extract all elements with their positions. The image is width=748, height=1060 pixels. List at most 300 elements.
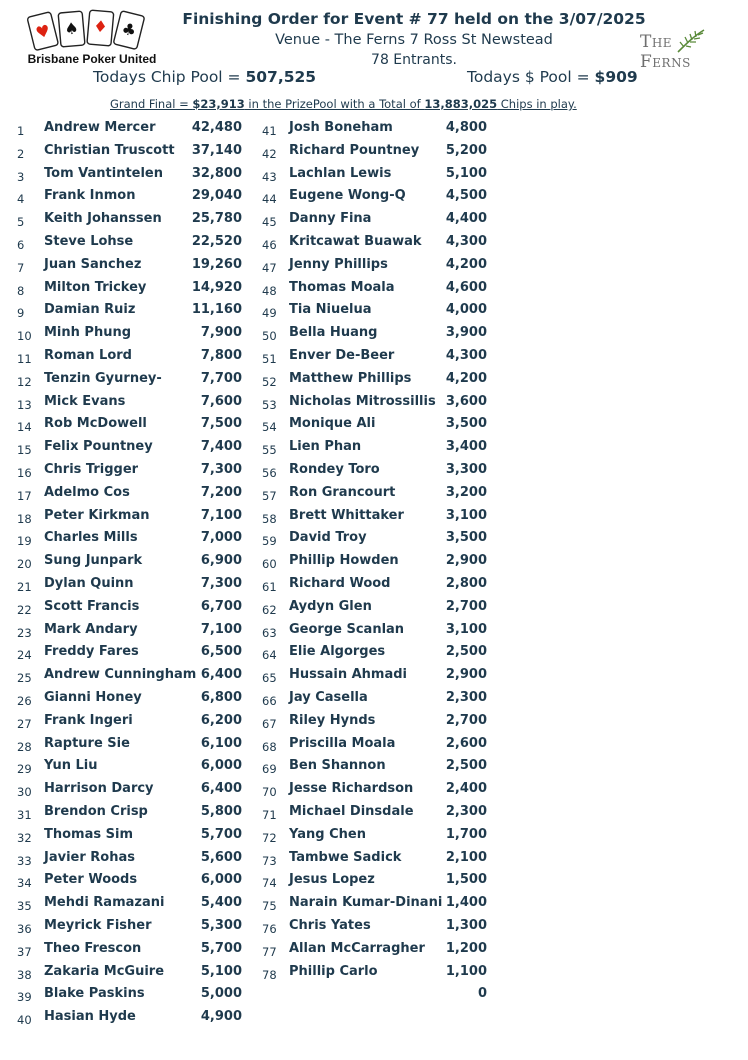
player-name: Michael Dinsdale — [289, 804, 414, 819]
chip-count: 3,100 — [445, 621, 487, 637]
player-name: Phillip Carlo — [289, 963, 378, 979]
player-name: Yun Liu — [44, 758, 98, 774]
finish-position: 25 — [17, 671, 32, 686]
chip-count: 6,100 — [200, 735, 242, 751]
result-row — [262, 986, 497, 1006]
player-name: Meyrick Fisher — [44, 918, 152, 933]
chip-count: 7,900 — [200, 325, 242, 341]
finish-position: 72 — [262, 830, 277, 845]
finish-position: 40 — [17, 1013, 32, 1028]
chip-count: 6,900 — [200, 553, 242, 569]
player-name: Dylan Quinn — [44, 576, 134, 591]
player-name: Adelmo Cos — [44, 484, 130, 500]
player-name: Peter Woods — [44, 872, 138, 888]
finish-position: 2 — [17, 146, 25, 161]
finish-position: 44 — [262, 192, 277, 207]
result-row — [262, 941, 497, 961]
player-name: Mark Andary — [44, 621, 138, 637]
chip-pool-value: 507,525 — [245, 68, 317, 86]
result-row — [262, 280, 497, 300]
chip-count: 6,200 — [200, 712, 242, 728]
chip-count: 3,600 — [445, 393, 487, 409]
result-row — [262, 713, 497, 733]
player-name: Mick Evans — [44, 393, 126, 409]
chip-pool-label: Todays Chip Pool = — [93, 68, 246, 86]
result-row — [17, 234, 252, 254]
player-name: Theo Frescon — [44, 940, 142, 956]
finish-position: 29 — [17, 762, 32, 777]
result-row — [17, 804, 252, 824]
result-row — [262, 302, 497, 322]
player-name: Rapture Sie — [44, 735, 130, 751]
chip-count: 6,000 — [200, 872, 242, 888]
result-row — [17, 280, 252, 300]
player-name: Charles Mills — [44, 530, 138, 546]
finish-position: 54 — [262, 420, 277, 435]
result-row — [262, 166, 497, 186]
chip-count: 1,700 — [445, 826, 487, 842]
chip-count: 2,700 — [445, 712, 487, 728]
chip-count: 7,000 — [200, 530, 242, 546]
grand-final-middle: in the PrizePool with a Total of — [244, 97, 425, 111]
result-row — [262, 599, 497, 619]
finish-position: 52 — [262, 374, 277, 389]
chip-count: 5,200 — [445, 142, 487, 158]
finish-position: 11 — [17, 352, 32, 366]
result-row — [17, 1009, 252, 1029]
player-name: Yang Chen — [289, 826, 366, 842]
logo-caption: Brisbane Poker United — [27, 52, 157, 66]
result-row — [262, 371, 497, 391]
chip-count: 2,300 — [445, 690, 487, 705]
result-row — [17, 257, 252, 277]
player-name: Richard Wood — [289, 576, 391, 591]
finish-position: 30 — [17, 785, 32, 800]
finish-position: 67 — [262, 716, 277, 731]
chip-count: 22,520 — [191, 234, 242, 249]
result-row — [17, 439, 252, 459]
chip-count: 2,300 — [445, 804, 487, 819]
chip-count: 5,400 — [200, 895, 242, 911]
player-name: Monique Ali — [289, 416, 376, 432]
finish-position: 48 — [262, 283, 277, 298]
result-row — [17, 667, 252, 687]
chip-count: 1,200 — [445, 940, 487, 956]
finish-position: 34 — [17, 876, 32, 891]
player-name: Rob McDowell — [44, 416, 147, 432]
player-name: Keith Johanssen — [44, 211, 162, 227]
player-name: Juan Sanchez — [44, 256, 142, 272]
player-name: Richard Pountney — [289, 142, 420, 158]
result-row — [262, 485, 497, 505]
player-name: Chris Trigger — [44, 462, 139, 477]
finish-position: 61 — [262, 580, 277, 594]
finish-position: 5 — [17, 215, 25, 230]
finish-position: 36 — [17, 922, 32, 936]
chip-count: 14,920 — [191, 279, 242, 295]
result-row — [262, 188, 497, 208]
result-row — [17, 599, 252, 619]
finish-position: 32 — [17, 830, 32, 845]
result-row — [17, 371, 252, 391]
chip-count: 4,500 — [445, 188, 487, 204]
player-name: Freddy Fares — [44, 644, 139, 660]
finish-position: 74 — [262, 876, 277, 891]
chip-count: 5,300 — [200, 918, 242, 933]
result-row — [17, 690, 252, 710]
result-row — [262, 120, 497, 140]
finish-position: 64 — [262, 648, 277, 663]
result-row — [262, 850, 497, 870]
player-name: Harrison Darcy — [44, 781, 154, 797]
player-name: Lachlan Lewis — [289, 165, 392, 181]
chip-count: 1,400 — [445, 895, 487, 911]
result-row — [262, 211, 497, 231]
result-row — [17, 644, 252, 664]
finish-position: 12 — [17, 374, 32, 389]
finish-position: 59 — [262, 534, 277, 549]
chip-count: 7,700 — [200, 370, 242, 386]
finish-position: 8 — [17, 283, 25, 298]
finish-position: 71 — [262, 808, 277, 822]
chip-count: 4,300 — [445, 234, 487, 249]
chip-count: 5,800 — [200, 804, 242, 819]
chip-count: 6,500 — [200, 644, 242, 660]
finish-position: 63 — [262, 625, 277, 640]
player-name: Brett Whittaker — [289, 507, 404, 523]
finish-position: 35 — [17, 899, 32, 914]
result-row — [17, 941, 252, 961]
finish-position: 49 — [262, 306, 277, 321]
player-name: Tambwe Sadick — [289, 849, 402, 865]
chip-count: 4,400 — [445, 211, 487, 227]
player-name: Blake Paskins — [44, 986, 145, 1002]
finish-position: 39 — [17, 990, 32, 1005]
player-name: Rondey Toro — [289, 462, 380, 477]
player-name: Gianni Honey — [44, 690, 142, 705]
finish-position: 62 — [262, 602, 277, 617]
finish-position: 26 — [17, 694, 32, 708]
chip-count: 37,140 — [191, 142, 242, 158]
result-row — [17, 850, 252, 870]
result-row — [17, 120, 252, 140]
player-name: Mehdi Ramazani — [44, 895, 165, 911]
chip-count: 6,400 — [200, 781, 242, 797]
chip-count: 2,400 — [445, 781, 487, 797]
finish-position: 20 — [17, 557, 32, 572]
finish-position: 15 — [17, 443, 32, 458]
dollar-pool-value: $909 — [594, 68, 638, 86]
finish-position: 28 — [17, 739, 32, 754]
result-row — [17, 302, 252, 322]
chip-count: 7,300 — [200, 576, 242, 591]
finish-position: 1 — [17, 124, 25, 138]
chip-count: 3,100 — [445, 507, 487, 523]
chip-count: 3,400 — [445, 439, 487, 455]
player-name: Jay Casella — [289, 690, 368, 705]
finish-position: 75 — [262, 899, 277, 914]
page-title: Finishing Order for Event # 77 held on the 3/07/2025 — [182, 10, 646, 28]
chip-count: 2,500 — [445, 644, 487, 660]
finish-position: 70 — [262, 785, 277, 800]
player-name: Ben Shannon — [289, 758, 386, 774]
player-name: Christian Truscott — [44, 142, 175, 158]
finish-position: 55 — [262, 443, 277, 458]
svg-text:♦: ♦ — [92, 16, 109, 37]
grand-final-suffix: Chips in play. — [497, 97, 577, 111]
result-row — [262, 508, 497, 528]
finish-position: 3 — [17, 169, 25, 184]
result-row — [17, 736, 252, 756]
finish-position: 45 — [262, 215, 277, 230]
ferns-logo-text: THEFERNS — [640, 32, 691, 72]
finish-position: 46 — [262, 238, 277, 252]
result-row — [262, 576, 497, 596]
finish-position: 41 — [262, 124, 277, 138]
player-name: Danny Fina — [289, 211, 372, 227]
player-name: Priscilla Moala — [289, 735, 396, 751]
finish-position: 47 — [262, 260, 277, 275]
chip-count: 7,400 — [200, 439, 242, 455]
chip-count: 2,800 — [445, 576, 487, 591]
result-row — [262, 758, 497, 778]
player-name: Jesus Lopez — [289, 872, 375, 888]
finish-position: 21 — [17, 580, 32, 594]
finish-position: 16 — [17, 466, 32, 480]
result-row — [17, 986, 252, 1006]
finish-position: 68 — [262, 739, 277, 754]
result-row — [17, 553, 252, 573]
player-name: Minh Phung — [44, 325, 132, 341]
player-name: Aydyn Glen — [289, 598, 372, 614]
finish-position: 57 — [262, 488, 277, 503]
player-name: Bella Huang — [289, 325, 378, 341]
finish-position: 37 — [17, 944, 32, 959]
result-row — [262, 872, 497, 892]
result-row — [17, 325, 252, 345]
player-name: Hussain Ahmadi — [289, 667, 408, 683]
result-row — [17, 895, 252, 915]
result-row — [262, 804, 497, 824]
chip-count: 7,500 — [200, 416, 242, 432]
grand-final-prizepool: $23,913 — [192, 97, 245, 111]
result-row — [262, 394, 497, 414]
result-row — [262, 553, 497, 573]
chip-count: 5,100 — [445, 165, 487, 181]
chip-count: 42,480 — [191, 120, 242, 135]
finish-position: 38 — [17, 967, 32, 982]
player-name: Javier Rohas — [44, 849, 135, 865]
result-row — [262, 736, 497, 756]
chip-count: 5,700 — [200, 940, 242, 956]
result-row — [17, 781, 252, 801]
finish-position: 18 — [17, 511, 32, 526]
player-name: Tom Vantintelen — [44, 165, 164, 181]
grand-final-summary — [110, 97, 577, 111]
svg-text:♥: ♥ — [33, 20, 53, 43]
finish-position: 58 — [262, 511, 277, 526]
result-row — [262, 622, 497, 642]
finish-position: 43 — [262, 169, 277, 184]
finish-position: 4 — [17, 192, 25, 207]
chip-count: 32,800 — [191, 165, 242, 181]
result-row — [262, 827, 497, 847]
player-name: Elie Algorges — [289, 644, 386, 660]
result-row — [262, 325, 497, 345]
player-name: Felix Pountney — [44, 439, 153, 455]
player-name: Frank Ingeri — [44, 712, 133, 728]
chip-count: 6,000 — [200, 758, 242, 774]
player-name: Andrew Mercer — [44, 120, 156, 135]
player-name: Roman Lord — [44, 348, 132, 363]
chip-count: 7,800 — [200, 348, 242, 363]
finish-position: 10 — [17, 329, 32, 344]
player-name: Jenny Phillips — [289, 256, 388, 272]
player-name: Steve Lohse — [44, 234, 134, 249]
result-row — [262, 895, 497, 915]
finish-position: 73 — [262, 853, 277, 868]
finish-position: 17 — [17, 488, 32, 503]
dollar-pool-label: Todays $ Pool = — [467, 68, 595, 86]
result-row — [17, 485, 252, 505]
player-name: Zakaria McGuire — [44, 963, 165, 979]
entrants-count: 78 Entrants. — [371, 52, 457, 68]
finish-position: 9 — [17, 306, 25, 321]
result-row — [262, 918, 497, 938]
player-name: Scott Francis — [44, 598, 140, 614]
result-row — [17, 462, 252, 482]
result-row — [262, 234, 497, 254]
player-name: Narain Kumar-Dinani — [289, 895, 443, 911]
chip-count: 3,500 — [445, 530, 487, 546]
result-row — [17, 348, 252, 368]
player-name: Thomas Sim — [44, 826, 134, 842]
chip-count: 3,500 — [445, 416, 487, 432]
finish-position: 23 — [17, 625, 32, 640]
player-name: Riley Hynds — [289, 712, 376, 728]
grand-final-chips: 13,883,025 — [424, 97, 498, 111]
finish-position: 19 — [17, 534, 32, 549]
finish-position: 69 — [262, 762, 277, 777]
result-row — [17, 964, 252, 984]
player-name: Sung Junpark — [44, 553, 143, 569]
player-name: Jesse Richardson — [289, 781, 414, 797]
chip-count: 4,200 — [445, 256, 487, 272]
chip-count: 2,600 — [445, 735, 487, 751]
chip-count: 0 — [477, 986, 487, 1002]
player-name: Josh Boneham — [289, 120, 393, 135]
chip-count: 3,300 — [445, 462, 487, 477]
player-name: Thomas Moala — [289, 279, 395, 295]
finish-position: 50 — [262, 329, 277, 344]
finish-position: 56 — [262, 466, 277, 480]
result-row — [262, 348, 497, 368]
result-row — [17, 827, 252, 847]
chip-count: 6,700 — [200, 598, 242, 614]
chip-count: 1,100 — [445, 963, 487, 979]
player-name: Lien Phan — [289, 439, 362, 455]
result-row — [262, 644, 497, 664]
player-name: Peter Kirkman — [44, 507, 150, 523]
grand-final-prefix: Grand Final = — [110, 97, 193, 111]
result-row — [262, 416, 497, 436]
chip-count: 4,600 — [445, 279, 487, 295]
svg-text:♣: ♣ — [119, 18, 139, 41]
chip-count: 19,260 — [191, 256, 242, 272]
chip-count: 25,780 — [191, 211, 242, 227]
finish-position: 13 — [17, 397, 32, 412]
finish-position: 14 — [17, 420, 32, 435]
result-row — [17, 872, 252, 892]
chip-pool — [93, 68, 316, 86]
chip-count: 7,100 — [200, 507, 242, 523]
finish-position: 24 — [17, 648, 32, 663]
player-name: Tia Niuelua — [289, 302, 372, 318]
dollar-pool — [467, 68, 638, 86]
result-row — [17, 918, 252, 938]
result-row — [262, 257, 497, 277]
player-name: Ron Grancourt — [289, 484, 396, 500]
result-row — [262, 964, 497, 984]
player-name: Hasian Hyde — [44, 1009, 136, 1025]
chip-count: 7,100 — [200, 621, 242, 637]
result-row — [17, 713, 252, 733]
chip-count: 2,700 — [445, 598, 487, 614]
player-name: Matthew Phillips — [289, 370, 412, 386]
player-name: Frank Inmon — [44, 188, 136, 204]
player-name: George Scanlan — [289, 621, 405, 637]
chip-count: 6,400 — [200, 667, 242, 683]
chip-count: 11,160 — [191, 302, 242, 318]
player-name: Eugene Wong-Q — [289, 188, 406, 204]
player-name: Allan McCarragher — [289, 940, 425, 956]
finish-position: 51 — [262, 352, 277, 366]
result-row — [17, 188, 252, 208]
chip-count: 3,900 — [445, 325, 487, 341]
chip-count: 4,300 — [445, 348, 487, 363]
result-row — [262, 690, 497, 710]
finish-position: 33 — [17, 853, 32, 868]
finish-position: 77 — [262, 944, 277, 959]
chip-count: 4,900 — [200, 1009, 242, 1025]
chip-count: 7,300 — [200, 462, 242, 477]
finish-position: 31 — [17, 808, 32, 822]
chip-count: 5,600 — [200, 849, 242, 865]
player-name: Phillip Howden — [289, 553, 399, 569]
player-name: Nicholas Mitrossillis — [289, 393, 436, 409]
player-name: Damian Ruiz — [44, 302, 136, 318]
result-row — [262, 439, 497, 459]
chip-count: 3,200 — [445, 484, 487, 500]
chip-count: 2,900 — [445, 553, 487, 569]
chip-count: 29,040 — [191, 188, 242, 204]
finish-position: 6 — [17, 238, 25, 252]
player-name: Brendon Crisp — [44, 804, 148, 819]
result-row — [17, 508, 252, 528]
player-name: Tenzin Gyurney- — [44, 370, 162, 386]
result-row — [262, 667, 497, 687]
finish-position: 76 — [262, 922, 277, 936]
chip-count: 1,500 — [445, 872, 487, 888]
result-row — [17, 530, 252, 550]
finish-position: 7 — [17, 260, 25, 275]
result-row — [262, 530, 497, 550]
chip-count: 2,900 — [445, 667, 487, 683]
chip-count: 4,200 — [445, 370, 487, 386]
player-name: Andrew Cunningham — [44, 667, 197, 683]
finish-position: 42 — [262, 146, 277, 161]
result-row — [17, 758, 252, 778]
